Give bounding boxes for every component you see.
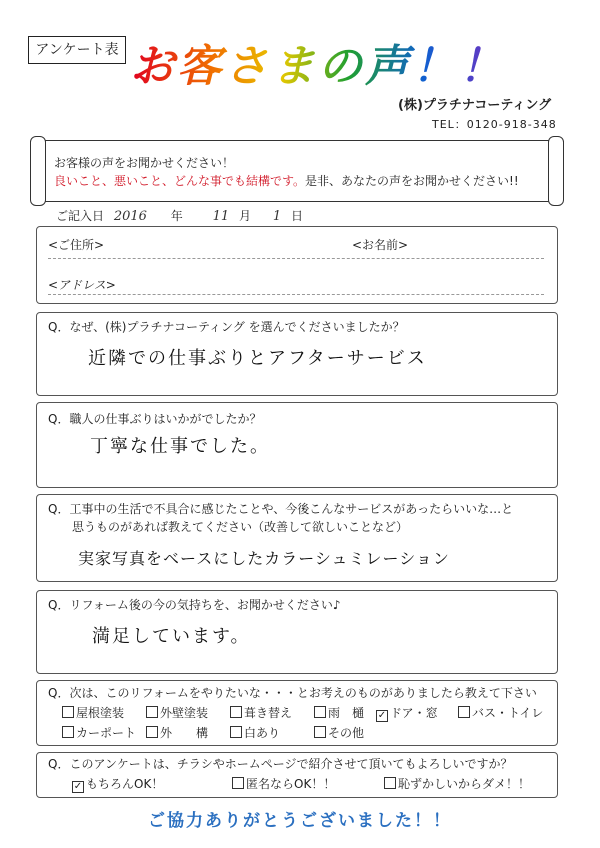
checkbox[interactable] — [230, 706, 242, 718]
permission-question: Q．このアンケートは、チラシやホームページで紹介させて頂いてもよろしいですか？ — [48, 757, 513, 771]
intro-line-1: お客様の声をお聞かせください！ — [54, 156, 235, 170]
checkbox[interactable] — [384, 777, 396, 789]
question-1: Q．なぜ、(株)プラチナコーティング を選んでくださいましたか？ — [48, 320, 405, 334]
option-reroof[interactable] — [230, 704, 292, 721]
option-label: 外 構 — [160, 726, 209, 740]
answer-2[interactable]: 丁寧な仕事でした。 — [90, 436, 270, 457]
intro-line-2 — [54, 172, 519, 189]
checkbox[interactable] — [314, 726, 326, 738]
option-exterior[interactable] — [146, 724, 208, 741]
address-divider — [48, 258, 544, 259]
intro-rest: 是非、あなたの声をお聞かせください!! — [305, 174, 519, 188]
option-label: 雨 樋 — [328, 706, 365, 720]
mail-divider — [48, 294, 544, 295]
answer-3[interactable]: 実家写真をベースにしたカラーシュミレーション — [78, 549, 450, 568]
option-label: 恥ずかしいからダメ！！ — [398, 777, 531, 791]
option-label: バス・トイレ — [472, 706, 544, 720]
scroll-roll-right — [548, 136, 564, 206]
option-bath-toilet[interactable] — [458, 704, 543, 721]
question-3-line-1: Q．工事中の生活で不具合に感じたことや、今後こんなサービスがあったらいいな…と — [48, 502, 514, 516]
checkbox[interactable]: ✓ — [377, 710, 387, 721]
survey-tag: アンケート表 — [28, 36, 126, 64]
checkbox[interactable]: ✓ — [73, 781, 83, 792]
mail-label: <アドレス> — [48, 278, 116, 292]
date-month-unit: 月 — [238, 209, 251, 223]
checkbox[interactable] — [230, 726, 242, 738]
checkbox[interactable] — [458, 706, 470, 718]
checkbox[interactable] — [62, 726, 74, 738]
option-label: 葺き替え — [244, 706, 293, 720]
date-month[interactable]: 11 — [212, 209, 230, 224]
option-roof-paint[interactable] — [62, 704, 124, 721]
option-label: カーポート — [76, 726, 137, 740]
date-label: ご記入日 — [56, 209, 105, 223]
option-other[interactable] — [314, 724, 364, 741]
address-label: <ご住所> — [48, 238, 105, 252]
option-label: 屋根塗装 — [76, 706, 125, 720]
option-label: 外壁塗装 — [160, 706, 209, 720]
checkbox[interactable] — [232, 777, 244, 789]
question-3-line-2: 思うものがあれば教えてください（改善して欲しいことなど） — [72, 520, 409, 534]
date-year-unit: 年 — [170, 209, 183, 223]
option-gutter[interactable] — [314, 704, 364, 721]
question-4: Q．リフォーム後の今の気持ちを、お聞かせください♪ — [48, 598, 341, 612]
scroll-roll-left — [30, 136, 46, 206]
option-no[interactable] — [384, 775, 530, 792]
answer-1[interactable]: 近隣での仕事ぶりとアフターサービス — [88, 348, 427, 369]
page-title: お客さまの声！！ — [130, 41, 506, 92]
option-wall-paint[interactable] — [146, 704, 208, 721]
checkbox[interactable] — [314, 706, 326, 718]
option-carport[interactable] — [62, 724, 136, 741]
option-ok[interactable] — [72, 775, 163, 793]
option-label: ドア・窓 — [390, 706, 438, 720]
checkbox[interactable] — [146, 726, 158, 738]
checkbox[interactable] — [146, 706, 158, 718]
thanks-message: ご協力ありがとうございました！！ — [148, 811, 452, 831]
checkbox[interactable] — [62, 706, 74, 718]
phone-number: TEL：0120-918-348 — [432, 118, 557, 131]
answer-4[interactable]: 満足しています。 — [92, 626, 251, 647]
option-anonymous-ok[interactable] — [232, 775, 335, 792]
option-termite[interactable] — [230, 724, 280, 741]
option-door-window[interactable] — [376, 704, 438, 722]
option-label: 匿名ならOK！！ — [246, 777, 336, 791]
date-day-unit: 日 — [290, 209, 303, 223]
option-label: 白あり — [244, 726, 281, 740]
option-label: その他 — [328, 726, 365, 740]
date-day[interactable]: 1 — [272, 209, 282, 224]
date-year[interactable]: 2016 — [113, 209, 147, 224]
intro-highlight: 良いこと、悪いこと、どんな事でも結構です。 — [54, 174, 306, 188]
option-label: もちろんOK！ — [86, 777, 164, 791]
intro-banner — [36, 140, 558, 202]
date-row — [56, 207, 303, 224]
company-name: (株)プラチナコーティング — [398, 98, 552, 113]
question-2: Q．職人の仕事ぶりはいかがでしたか？ — [48, 412, 262, 426]
name-label: <お名前> — [352, 238, 409, 252]
reform-question: Q．次は、このリフォームをやりたいな・・・とお考えのものがありましたら教えて下さい — [48, 686, 537, 700]
